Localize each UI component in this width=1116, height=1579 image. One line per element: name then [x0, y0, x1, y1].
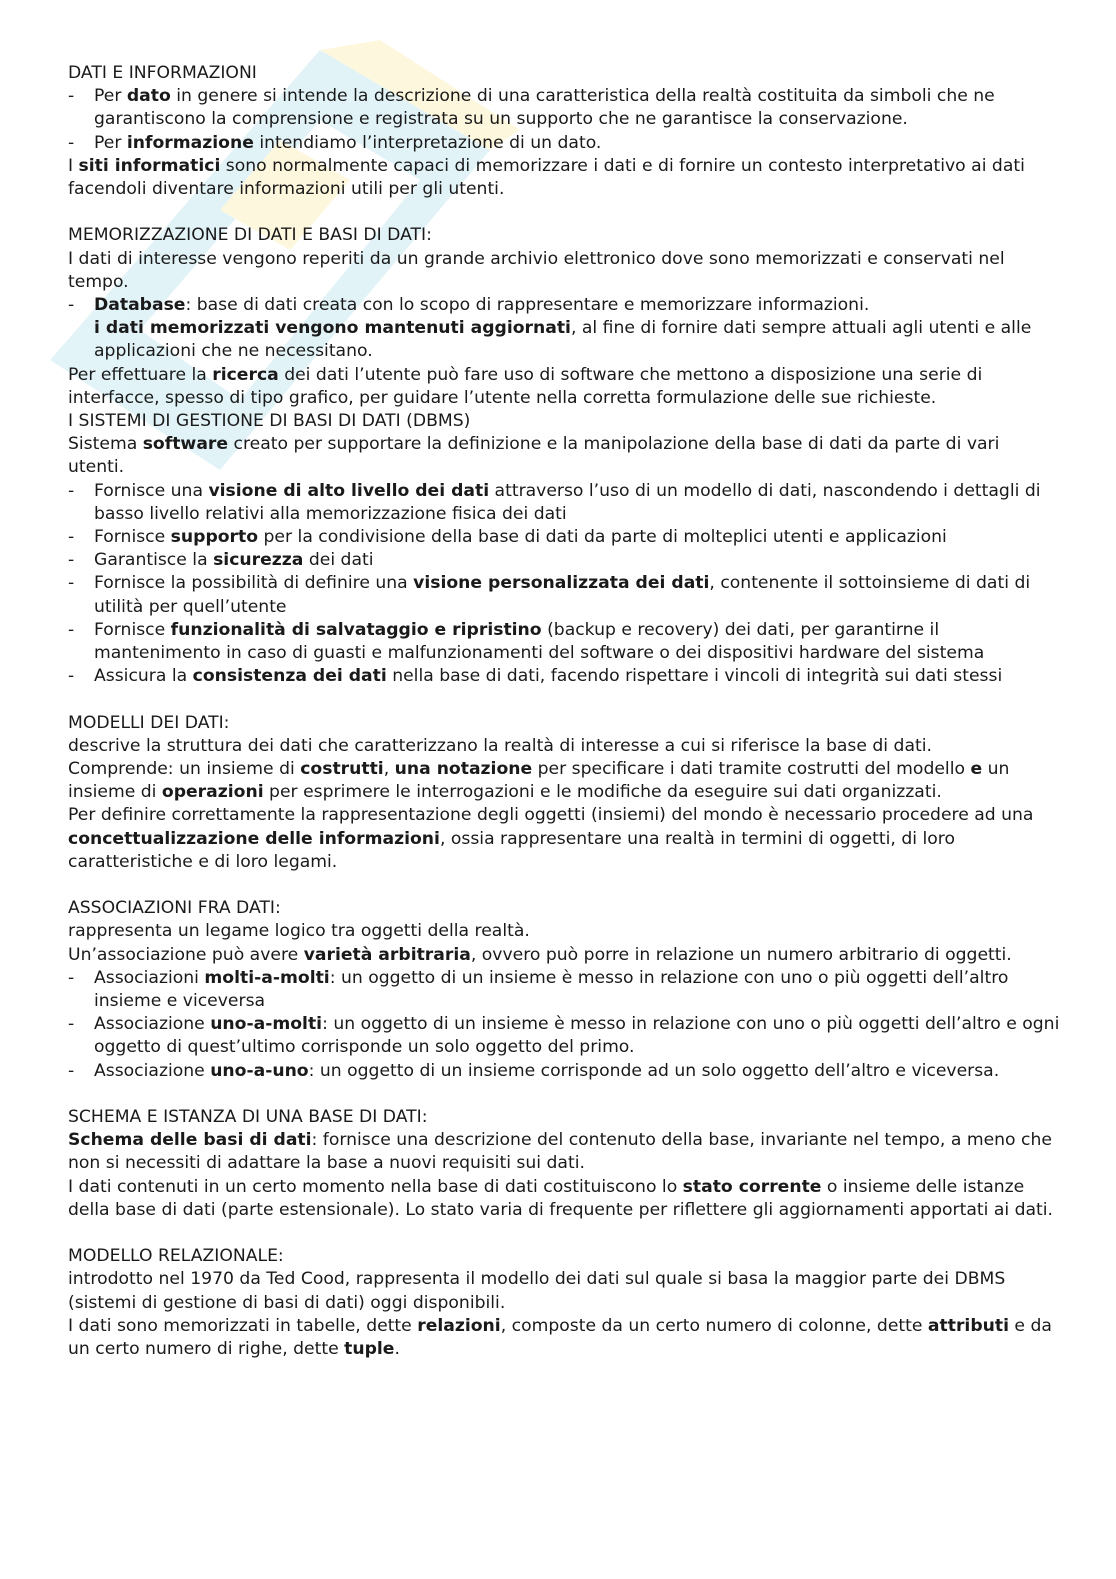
list-item: - Fornisce la possibilità di definire una visione personalizzata dei dati, contenente il sottoinsieme di dati di utilità per quell’utente [68, 572, 1060, 618]
paragraph: descrive la struttura dei dati che caratterizzano la realtà di interesse a cui si riferisce la base di dati. [68, 735, 932, 756]
list-item: - Per dato in genere si intende la descrizione di una caratteristica della realtà costituita da simboli che ne garantiscono la comprensione e registrata su un supporto che ne garantisce la conservazione. [68, 85, 1060, 131]
paragraph: introdotto nel 1970 da Ted Cood, rappresenta il modello dei dati sul quale si basa la maggior parte dei DBMS (sistemi di gestione di basi di dati) oggi disponibili. [68, 1269, 1006, 1313]
paragraph: Per definire correttamente la rappresentazione degli oggetti (insiemi) del mondo è necessario procedere ad una concettualizzazione delle informazioni, ossia rappresentare una realtà in termini di oggetti, di loro caratteristiche e di loro legami. [68, 805, 1034, 872]
paragraph: Un’associazione può avere varietà arbitraria, ovvero può porre in relazione un numero arbitrario di oggetti. [68, 944, 1012, 965]
list-item: - Fornisce una visione di alto livello dei dati attraverso l’uso di un modello di dati, nascondendo i dettagli di basso livello relativi alla memorizzazione fisica dei dati [68, 480, 1060, 526]
paragraph: Comprende: un insieme di costrutti, una notazione per specificare i dati tramite costrutti del modello e un insieme di operazioni per esprimere le interrogazioni e le modifiche da eseguire sui dati organizzati. [68, 759, 1010, 803]
list-item: - Per informazione intendiamo l’interpretazione di un dato. [68, 132, 1060, 155]
heading-modelli-dei-dati: MODELLI DEI DATI: [68, 712, 230, 733]
heading-associazioni: ASSOCIAZIONI FRA DATI: [68, 898, 281, 919]
list-item: - Associazione uno-a-molti: un oggetto di un insieme è messo in relazione con uno o più oggetti dell’altro e ogni oggetto di quest’ultimo corrisponde un solo oggetto del primo. [68, 1013, 1060, 1059]
list-item-continuation: i dati memorizzati vengono mantenuti aggiornati, al fine di fornire dati sempre attuali agli utenti e alle applicazioni che ne necessitano. [94, 318, 1032, 362]
list-database [68, 294, 1060, 317]
heading-dati-e-informazioni: DATI E INFORMAZIONI [68, 63, 257, 83]
paragraph: I siti informatici sono normalmente capaci di memorizzare i dati e di fornire un contesto interpretativo ai dati facendoli diventare informazioni utili per gli utenti. [68, 155, 1025, 200]
list-item: - Associazioni molti-a-molti: un oggetto di un insieme è messo in relazione con uno o più oggetti dell’altro insieme e viceversa [68, 967, 1060, 1013]
list-item: - Fornisce funzionalità di salvataggio e ripristino (backup e recovery) dei dati, per garantirne il mantenimento in caso di guasti e malfunzionamenti del software o dei dispositivi hardware del sistema [68, 619, 1060, 665]
paragraph: rappresenta un legame logico tra oggetti della realtà. [68, 921, 530, 942]
paragraph: Schema delle basi di dati: fornisce una descrizione del contenuto della base, invariante nel tempo, a meno che non si necessiti di adattare la base a nuovi requisiti sui dati. [68, 1130, 1052, 1174]
list-item: - Assicura la consistenza dei dati nella base di dati, facendo rispettare i vincoli di integrità sui dati stessi [68, 665, 1060, 688]
list-associazioni [68, 967, 1060, 1083]
heading-modello-relazionale: MODELLO RELAZIONALE: [68, 1246, 284, 1267]
list-dati [68, 85, 1060, 155]
paragraph: Per effettuare la ricerca dei dati l’utente può fare uso di software che mettono a disposizione una serie di interfacce, spesso di tipo grafico, per guidare l’utente nella corretta formulazione delle sue richieste. [68, 364, 983, 408]
paragraph: Sistema software creato per supportare la definizione e la manipolazione della base di dati da parte di vari utenti. [68, 434, 1000, 478]
list-item: - Associazione uno-a-uno: un oggetto di un insieme corrisponde ad un solo oggetto dell’altro e viceversa. [68, 1060, 1060, 1083]
list-item: - Garantisce la sicurezza dei dati [68, 549, 1060, 572]
heading-schema-istanza: SCHEMA E ISTANZA DI UNA BASE DI DATI: [68, 1107, 428, 1128]
list-item: - Database: base di dati creata con lo scopo di rappresentare e memorizzare informazioni. [68, 294, 1060, 317]
document-body [68, 62, 1060, 1361]
paragraph: I dati di interesse vengono reperiti da un grande archivio elettronico dove sono memorizzati e conservati nel tempo. [68, 248, 1005, 292]
paragraph: I dati sono memorizzati in tabelle, dette relazioni, composte da un certo numero di colonne, dette attributi e da un certo numero di righe, dette tuple. [68, 1315, 1052, 1360]
paragraph: I dati contenuti in un certo momento nella base di dati costituiscono lo stato corrente o insieme delle istanze della base di dati (parte estensionale). Lo stato varia di frequente per riflettere gli aggiornamenti apportati ai dati. [68, 1176, 1054, 1220]
list-item: - Fornisce supporto per la condivisione della base di dati da parte di molteplici utenti e applicazioni [68, 526, 1060, 549]
heading-dbms: I SISTEMI DI GESTIONE DI BASI DI DATI (DBMS) [68, 411, 471, 432]
list-dbms-features [68, 480, 1060, 689]
heading-memorizzazione: MEMORIZZAZIONE DI DATI E BASI DI DATI: [68, 225, 432, 246]
